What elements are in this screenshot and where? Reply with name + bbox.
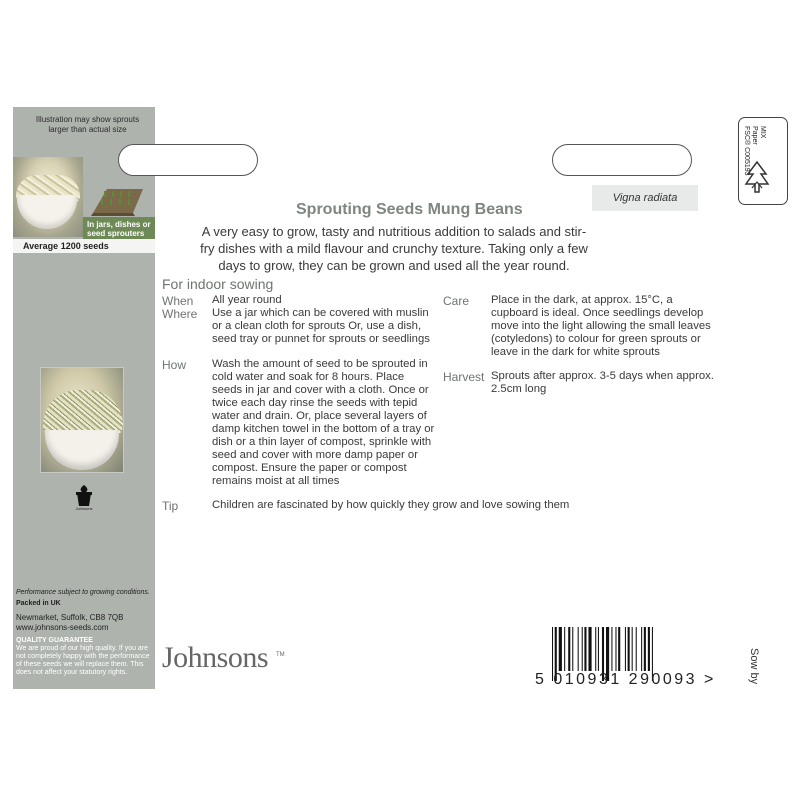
website-line: www.johnsons-seeds.com [16, 623, 109, 632]
sowing-method-label: In jars, dishes or seed sprouters [83, 217, 155, 241]
sow-by-label: Sow by [748, 648, 760, 685]
performance-note: Performance subject to growing conditions. [16, 589, 150, 596]
trademark-mark: TM [276, 652, 285, 658]
info-side-panel [13, 107, 155, 689]
fsc-line-code: FSC® C005193 [743, 126, 750, 176]
barcode-number: 5 010931 290093 > [535, 671, 716, 688]
illustration-note: Illustration may show sprouts larger than actual size [35, 115, 140, 134]
tip-text: Children are fascinated by how quickly they grow and love sowing them [212, 499, 570, 511]
tip-label: Tip [162, 499, 179, 513]
harvest-label: Harvest [443, 370, 485, 384]
johnsons-logo: Johnsons [162, 641, 269, 674]
packed-in-label: Packed in UK [16, 600, 61, 607]
care-text: Place in the dark, at approx. 15°C, a cupboard is ideal. Once seedlings develop move into the light allowing the small leaves (cotyledons) to colour for green sprouts or leave in the dark for white sprouts [491, 294, 711, 358]
quality-guarantee-text: We are proud of our high quality. If you are not completely happy with the performance of these seeds we will replace them. This does not affect your statutory rights. [16, 645, 150, 676]
pot-logo-text: Johnsons [75, 506, 93, 511]
average-seed-count: Average 1200 seeds [13, 239, 155, 253]
where-label: Where [162, 307, 198, 321]
quality-guarantee-title: QUALITY GUARANTEE [16, 637, 93, 644]
latin-name: Vigna radiata [592, 185, 698, 211]
care-label: Care [443, 294, 470, 308]
fsc-tree-icon [744, 160, 770, 196]
product-title: Sprouting Seeds Mung Beans [296, 201, 523, 218]
company-address [16, 613, 123, 633]
seed-tray-icon [89, 183, 147, 217]
fsc-line-paper: Paper [751, 126, 758, 145]
how-label: How [162, 358, 187, 372]
sprouts-bowl-photo [13, 157, 83, 237]
when-text: All year round [212, 294, 282, 306]
where-text: Use a jar which can be covered with muslin or a clean cloth for sprouts Or, use a dish, seed tray or punnet for sprouts or seedlings [212, 307, 430, 345]
when-label: When [162, 294, 194, 308]
product-description: A very easy to grow, tasty and nutritious addition to salads and stir-fry dishes with a mild flavour and crunchy texture. Taking only a few days to grow, they can be grown and used all the year round. [200, 224, 588, 273]
harvest-text: Sprouts after approx. 3-5 days when approx. 2.5cm long [491, 370, 714, 395]
fsc-line-mix: MIX [759, 126, 766, 139]
hang-hole-left [118, 144, 258, 176]
hang-hole-right [552, 144, 692, 176]
sowing-heading: For indoor sowing [162, 276, 274, 292]
how-text: Wash the amount of seed to be sprouted in cold water and soak for 8 hours. Place seeds in jar and cover with a cloth. Once or twice each day rinse the seeds with tepid water and drain. Or, place several layers of damp kitchen towel in the bottom of a tray or dish or a thin layer of compost, sprinkle with seed and cover with more damp paper or compost. Ensure the paper or compost remains moist at all times [212, 358, 435, 487]
plant-pot-icon [71, 482, 97, 508]
address-line: Newmarket, Suffolk, CB8 7QB [16, 613, 124, 622]
sprouts-dish-photo [40, 367, 124, 473]
